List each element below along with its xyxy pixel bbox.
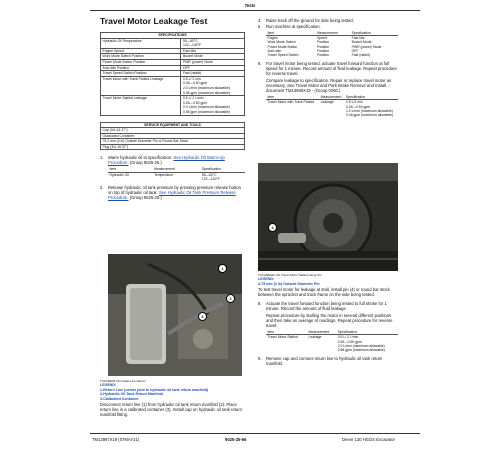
specifications-heading: SPECIFICATIONS <box>101 33 245 39</box>
service-equipment-cell: Graduated Container <box>101 133 245 139</box>
service-equipment-table <box>100 122 245 151</box>
callout-3: 3 <box>198 312 207 321</box>
figure-left-photo <box>108 254 242 376</box>
step-text <box>108 185 245 200</box>
spec-row <box>101 96 245 115</box>
legend-item-1: 1-Return Line (center joint to hydraulic oil tank return manifold) <box>100 387 209 392</box>
col-measurement: Measurement <box>153 167 201 172</box>
callout-4: 4 <box>268 223 277 232</box>
step-number: 5. <box>258 24 262 29</box>
footer-rule <box>90 433 420 434</box>
step-8-table <box>266 330 398 352</box>
step-5-cell: Work Mode Switch <box>267 40 296 45</box>
footer-machine-name: Deere 130 HGOS Excavator <box>342 437 395 442</box>
cell-item: Hydraulic Oil <box>109 172 129 177</box>
step-5-cell: Bucket Mode <box>351 40 372 45</box>
step-5-cell: OFF <box>351 48 359 53</box>
page-header <box>0 0 500 14</box>
service-equipment-heading: SERVICE EQUIPMENT AND TOOLS <box>101 122 245 128</box>
figure-right-text: To test travel motor for leakage at stall, install pin (4) or round bar stock between the sprocket and track frame on the side being tested. <box>258 287 390 298</box>
spec-cell: Travel Motor Stalled Leakage <box>101 96 181 115</box>
step-8 <box>258 301 398 311</box>
step-4-text: Raise track off the ground for side being tested. <box>266 18 354 23</box>
figure-right-photo <box>258 163 398 271</box>
step-number: 6. <box>258 61 262 67</box>
page-title: Travel Motor Leakage Test <box>100 16 208 26</box>
step-1-table <box>108 167 245 181</box>
tank-pressure-release-link[interactable]: See Hydraulic Oil Tank Pressure Release Procedure. <box>108 190 236 201</box>
service-equipment-cell: Cap (3/4-16 37°) <box>101 128 245 134</box>
cell-item: Travel Motor with Track Parked <box>267 100 315 105</box>
spec-cell: Engine Speed <box>101 48 181 54</box>
right-column-lower <box>258 273 398 366</box>
cell-measurement: Temperature <box>154 172 174 177</box>
step-5-cell: Auto-Idle <box>267 48 282 53</box>
footer-document-id: TM13987X19 (07MAY21) <box>92 437 140 442</box>
step-1-text: Warm hydraulic oil to specification. <box>108 155 173 161</box>
service-equipment-cell: 75.2 mm (3 in) Outside Diameter Pin or Round Bar Stock <box>101 139 245 145</box>
spec-cell: 0.5 L/ 2 L/min 0.26—0.50 gpm 2.0 L/min (maximum allowable) 0.56 gpm (maximum allowable) <box>181 96 245 115</box>
specifications-rows <box>101 38 245 115</box>
step-5-cell: Position <box>317 40 330 45</box>
step-5 <box>258 24 398 29</box>
specifications-table <box>100 32 245 116</box>
col-specification: Specification <box>200 167 245 172</box>
col-specification: Specification <box>336 330 398 335</box>
step-2 <box>100 185 245 200</box>
spec-cell: Power Mode Button Position <box>101 59 181 65</box>
spec-cell: OFF <box>181 65 245 71</box>
left-column <box>100 14 245 200</box>
legend-item-4: 4-75 mm (3 in) Outside Diameter Pin <box>258 281 320 286</box>
footer-page-number: 9025-25-66 <box>225 437 247 442</box>
header-section: Tests <box>244 3 256 8</box>
spec-cell: Auto-Idle Position <box>101 65 181 71</box>
step-5-cell: Speed <box>317 36 327 41</box>
step-number: 4. <box>258 18 262 23</box>
step-5-cell: Power Mode Button <box>267 44 298 49</box>
step-5-cell: Position <box>317 53 330 58</box>
spec-cell: Travel Speed Switch Position <box>101 71 181 77</box>
step-5-cell: Engine <box>267 36 279 41</box>
step-number: 9. <box>258 356 262 362</box>
legend-item-2: 2-Hydraulic Oil Tank Return Manifold <box>100 392 163 397</box>
step-5-table <box>266 31 398 57</box>
step-6-table <box>266 95 398 117</box>
step-2-text: Release hydraulic oil tank pressure by pressing pressure release button on top of hydraulic oil tank. <box>108 185 241 196</box>
step-8-text: Actuate the travel forward function being tested to full stroke for 1 minute. Record the amount of fluid leakage. <box>266 301 387 312</box>
spec-cell: Work Mode Switch Position <box>101 54 181 60</box>
cell-specification: 50—60°C 122—140°F <box>201 172 220 181</box>
step-6-note: Compare leakage to specification. Repair or replace travel motor as necessary. See Travel Motor and Park Brake Remove and Install. - document TM13986X19 - (Group 0260.) <box>266 78 392 94</box>
step-number: 1. <box>100 155 104 161</box>
step-1-ref: (Group 9025-25.) <box>129 160 162 166</box>
figure-right-caption: TX1139664A UN Travel Motor Stalled Using Pin <box>258 273 322 277</box>
step-2-ref: (Group 9025-25.) <box>129 195 162 201</box>
col-measurement: Measurement <box>319 95 344 100</box>
col-item: Item <box>266 95 319 100</box>
step-5-cell: Position <box>317 44 330 49</box>
step-9 <box>258 356 398 366</box>
spec-cell: 50—60°C 122—140°F <box>181 38 245 48</box>
figure-right-illustration <box>258 163 398 271</box>
spec-cell: 0.5 L/ 2 min 0.26—0.50 gpm 2.0 L/min (maximum allowable) 0.46 gpm (maximum allowable) <box>181 76 245 95</box>
step-3-text: Disconnect return line (1) from hydraulic oil tank return manifold (2). Place return line in a calibrated container (3). Install cap on hydraulic oil tank return manifold fitting. <box>100 402 242 418</box>
col-specification: Specification <box>350 31 398 36</box>
figure-left-legend-title: LEGEND: <box>100 383 117 388</box>
spec-row <box>101 38 245 48</box>
col-item: Item <box>108 167 153 172</box>
col-item: Item <box>266 330 307 335</box>
step-5-row <box>266 53 398 57</box>
step-5-cell: Fast (rabbit) <box>351 53 370 58</box>
step-text <box>108 155 245 165</box>
spec-cell: Fast (rabbit) <box>181 71 245 77</box>
service-equipment-row <box>101 144 245 150</box>
step-1 <box>100 155 245 165</box>
step-6 <box>258 61 398 76</box>
step-number: 2. <box>100 185 104 191</box>
spec-row <box>101 76 245 95</box>
col-measurement: Measurement <box>307 330 336 335</box>
cell-measurement: Leakage <box>320 100 334 105</box>
step-9-text: Remove cap and connect return line to hydraulic oil tank return manifold. <box>266 356 383 367</box>
step-5-rows <box>266 36 398 58</box>
spec-cell: Hydraulic Oil Temperature <box>101 38 181 48</box>
figure-left-caption: TX1139964 UN Outlet Line Return <box>100 379 146 383</box>
step-5-cell: Fast Idle <box>351 36 365 41</box>
warm-up-procedure-link[interactable]: See Hydraulic Oil Warm-Up Procedure. <box>108 155 225 166</box>
step-5-cell: Travel Speed Switch <box>267 53 299 58</box>
spec-cell: PWR (power) Mode <box>181 59 245 65</box>
spec-cell: Travel Motor with Track Parked Leakage <box>101 76 181 95</box>
step-5-text: Run machine at specification. <box>266 24 321 29</box>
cell-measurement: Leakage <box>308 335 322 340</box>
cell-item: Travel Motor Stalled <box>267 335 298 340</box>
callout-2: 2 <box>226 294 235 303</box>
cell-specification: 0.5 L/ 2 L/min 0.26—0.50 gpm 2.0 L/min (maximum allowable) 0.58 gpm (maximum allowable) <box>337 335 385 353</box>
right-column <box>258 18 398 117</box>
step-number: 8. <box>258 301 262 307</box>
spec-cell: Fast Idle <box>181 48 245 54</box>
service-equipment-cell: Plug (3/4-16 37°) <box>101 144 245 150</box>
step-5-cell: Position <box>317 48 330 53</box>
step-4 <box>258 18 398 23</box>
figure-left-legend-block <box>100 379 245 417</box>
figure-right-legend-title: LEGEND: <box>258 277 275 282</box>
col-item: Item <box>266 31 316 36</box>
callout-1: 1 <box>218 264 227 273</box>
cell-specification: 0.5 L/2 min 0.26—0.50 gpm 1.0 L/min (maximum allowable) 0.46 gpm (maximum allowable) <box>345 100 394 118</box>
step-5-cell: PWR (power) Mode <box>351 44 382 49</box>
header-rule <box>90 10 420 11</box>
step-8-note: Repeat procedure by stalling the motor in several different positions and then take an average of readings. Repeat procedure for reverse travel. <box>266 313 393 329</box>
step-6-text: For travel motor being tested, actuate travel forward function at full speed for 1 minute. Record amount of fluid leakage. Repeat procedure for reverse travel. <box>266 61 397 77</box>
legend-item-3: 3-Calibrated Container <box>100 396 139 401</box>
col-measurement: Measurement <box>316 31 351 36</box>
spec-cell: Bucket Mode <box>181 54 245 60</box>
service-equipment-rows <box>101 128 245 150</box>
col-specification: Specification <box>344 95 398 100</box>
